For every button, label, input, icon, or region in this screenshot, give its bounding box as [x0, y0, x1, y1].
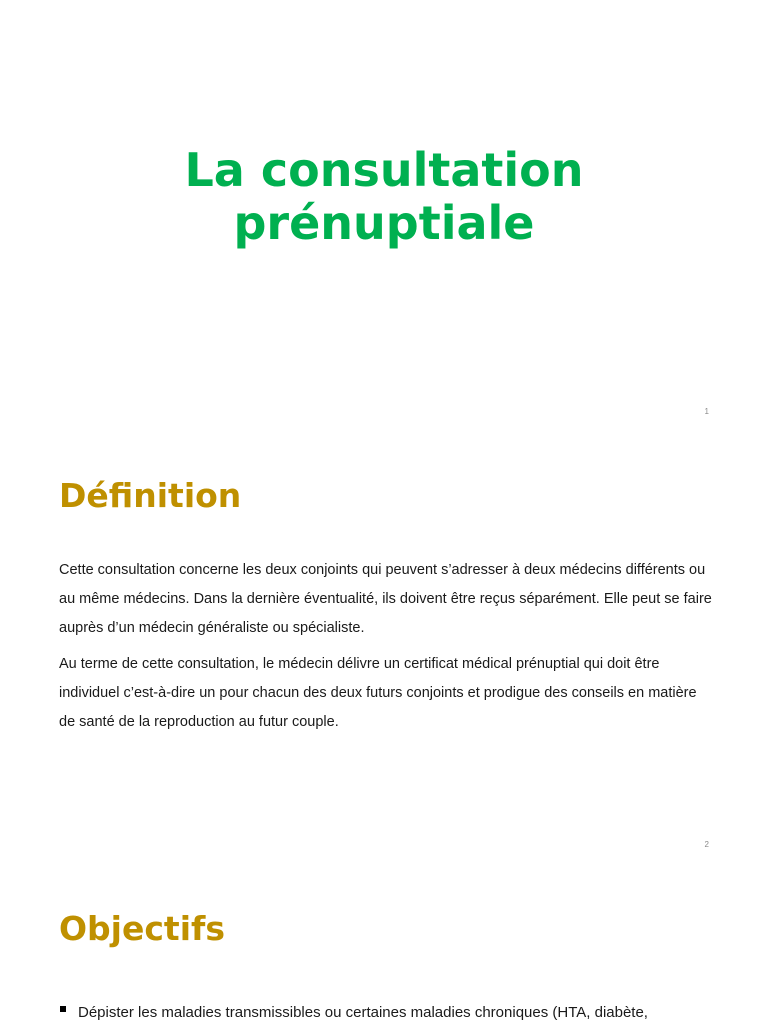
slide-number: 1 [704, 407, 709, 416]
title-line-2: prénuptiale [233, 196, 535, 250]
square-bullet-icon [60, 1006, 66, 1012]
document-title [0, 144, 768, 250]
objectives-heading: Objectifs [59, 909, 226, 948]
objectives-list [59, 998, 719, 1024]
slide-objectives [0, 866, 768, 1024]
list-item [59, 998, 719, 1024]
definition-paragraph-1: Cette consultation concerne les deux conjoints qui peuvent s’adresser à deux médecins différents ou au même médecins. Dans la dernière éventualité, ils doivent être reçus séparément. Elle peut se faire auprès d’un médecin généraliste ou spécialiste. [59, 562, 712, 636]
title-line-1: La consultation [184, 143, 584, 197]
slide-definition [0, 433, 768, 866]
list-item-text: Dépister les maladies transmissibles ou certaines maladies chroniques (HTA, diabète, [78, 1004, 648, 1021]
definition-heading: Définition [59, 476, 242, 515]
slide-number: 2 [704, 840, 709, 849]
definition-paragraph-2: Au terme de cette consultation, le médecin délivre un certificat médical prénuptial qui doit être individuel c’est-à-dire un pour chacun des deux futurs conjoints et prodigue des conseils en matière de santé de la reproduction au futur couple. [59, 656, 697, 730]
slide-title [0, 0, 768, 433]
definition-body [59, 556, 714, 744]
